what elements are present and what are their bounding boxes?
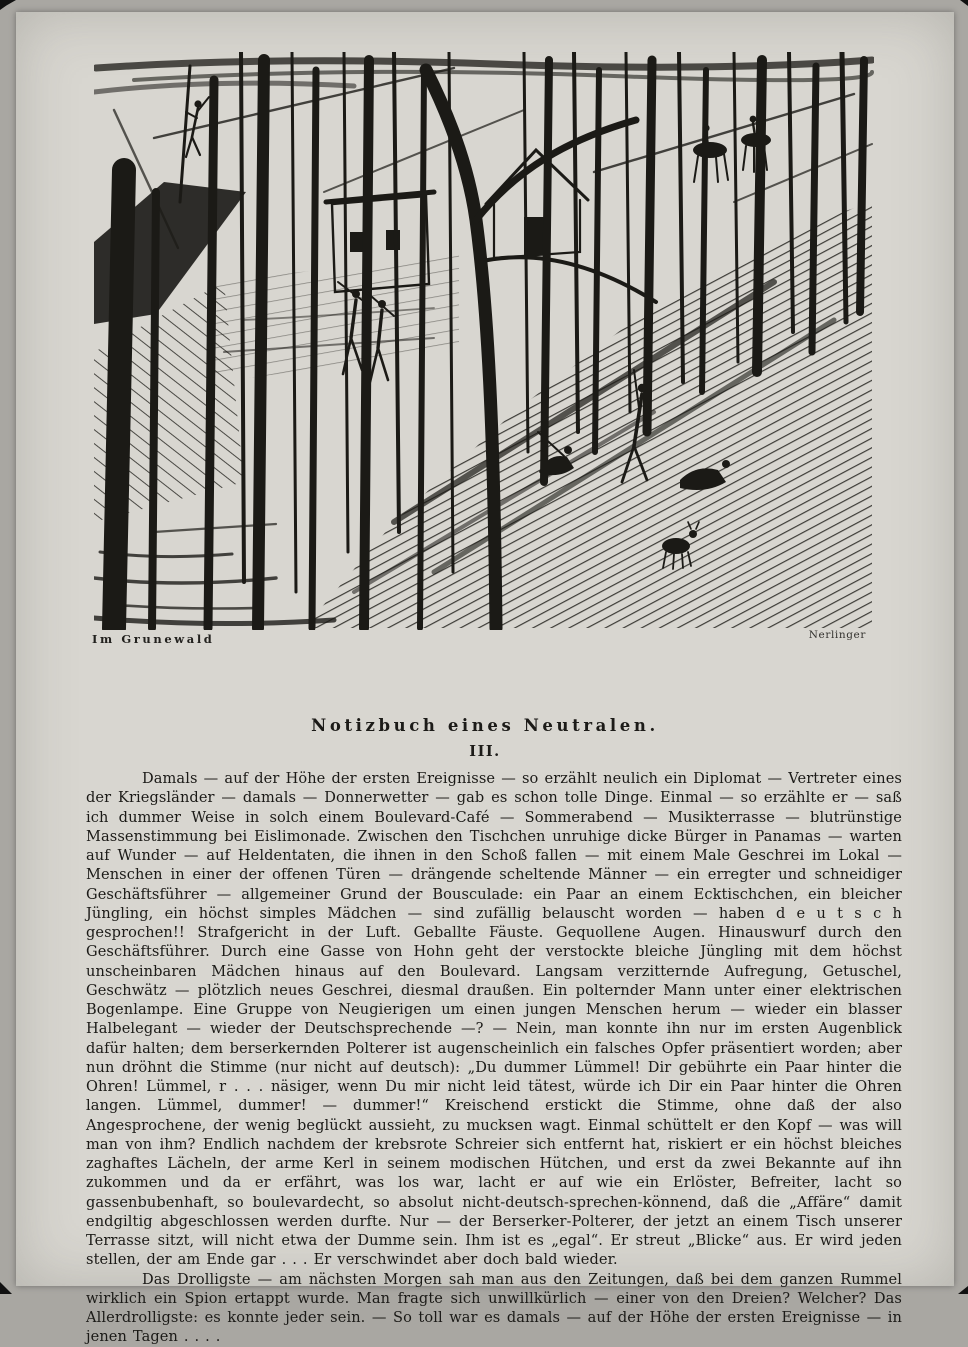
scan-corner-mark <box>960 0 968 6</box>
article-paragraph: Damals — auf der Höhe der ersten Ereignisse — so erzählt neulich ein Diplomat — Vertreter eines der Kriegsländer — damals — Donnerwetter — gab es schon tolle Dinge. Einmal — so erzählte er — saß ich dummer Weise in solch einem Boulevard-Café — Sommerabend — Musikterrasse — blutrünstige Massenstimmung bei Eislimonade. Zwischen den Tischchen unruhige dicke Bürger in Panamas — warten auf Wunder — auf Heldentaten, die ihnen in den Schoß fallen — mit einem Male Geschrei im Lokal — Menschen in einer der offenen Türen — drängende scheltende Männer — ein erregter und schneidiger Geschäftsführer — allgemeiner Grund der Bousculade: ein Paar an einem Ecktischchen, ein bleicher Jüngling, ein höchst simples Mädchen — sind zufällig belauscht worden — haben d e u t s c h gesprochen!! Strafgericht in der Luft. Geballte Fäuste. Gequollene Augen. Hinauswurf durch den Geschäftsführer. Durch eine Gasse von Hohn geht der verstockte bleiche Jüngling mit dem höchst unscheinbaren Mädchen hinaus auf den Boulevard. Langsam verzitternde Aufregung, Getuschel, Geschwätz — plötzlich neues Geschrei, diesmal draußen. Ein polternder Mann unter einer elektrischen Bogenlampe. Eine Gruppe von Neugierigen um einen jungen Menschen herum — wieder ein blasser Halbelegant — wieder der Deutschsprechende —? — Nein, man konnte ihn nur im ersten Augenblick dafür halten; dem berserkernden Polterer ist augenscheinlich ein falsches Opfer präsentiert worden; aber nun dröhnt die Stimme (nur nicht auf deutsch): „Du dummer Lümmel! Dir gebührte ein Paar hinter die Ohren! Lümmel, r . . . näsiger, wenn Du mir nicht leid tätest, würde ich Dir ein Paar hinter die Ohren langen. Lümmel, dummer! — dummer!“ Kreischend erstickt die Stimme, ohne daß der also Angesprochene, der wenig beglückt aussieht, zu mucksen wagt. Einmal schüttelt er den Kopf — was will man von ihm? Endlich nachdem der krebsrote Schreier sich entfernt hat, riskiert er ein höchst bleiches zaghaftes Lächeln, der arme Kerl in seinem modischen Hütchen, und erst da zwei Bekannte auf ihn zukommen und da er erfährt, was los war, lacht er auf wie ein Erlöster, Befreiter, lacht so gassenbubenhaft, so boulevardecht, so absolut nicht-deutsch-sprechen-könnend, daß die „Affäre“ damit endgiltig abgeschlossen werden durfte. Nur — der Berserker-Polterer, der jetzt an einem Tisch unserer Terrasse sitzt, will nicht etwa der Dumme sein. Ihm ist es „egal“. Er streut „Blicke“ aus. Er wird jeden stellen, der am Ende gar . . . Er verschwindet aber doch bald wieder. <box>86 770 902 1269</box>
artist-signature-caption: Nerlinger <box>808 629 866 641</box>
forest-sketch-illustration <box>94 52 874 630</box>
section-number: III. <box>469 743 501 760</box>
article-title: Notizbuch eines Neutralen. <box>311 716 659 735</box>
article-paragraph: Das Drolligste — am nächsten Morgen sah man aus den Zeitungen, daß bei dem ganzen Rummel wirklich ein Spion ertappt wurde. Man fragte sich unwillkürlich — einer von den Dreien? Welcher? Das Allerdrolligste: es konnte jeder sein. — So toll war es damals — auf der Höhe der ersten Ereignisse — in jenen Tagen . . . . <box>86 1270 902 1346</box>
article-body <box>86 769 902 1347</box>
scan-corner-mark <box>0 1282 12 1294</box>
artwork-title-caption: Im Grunewald <box>92 632 215 646</box>
scan-corner-mark <box>958 1286 968 1294</box>
forest-lithograph <box>94 52 874 630</box>
magazine-page <box>16 12 954 1346</box>
scan-corner-mark <box>0 0 16 10</box>
background-houses <box>214 150 588 382</box>
